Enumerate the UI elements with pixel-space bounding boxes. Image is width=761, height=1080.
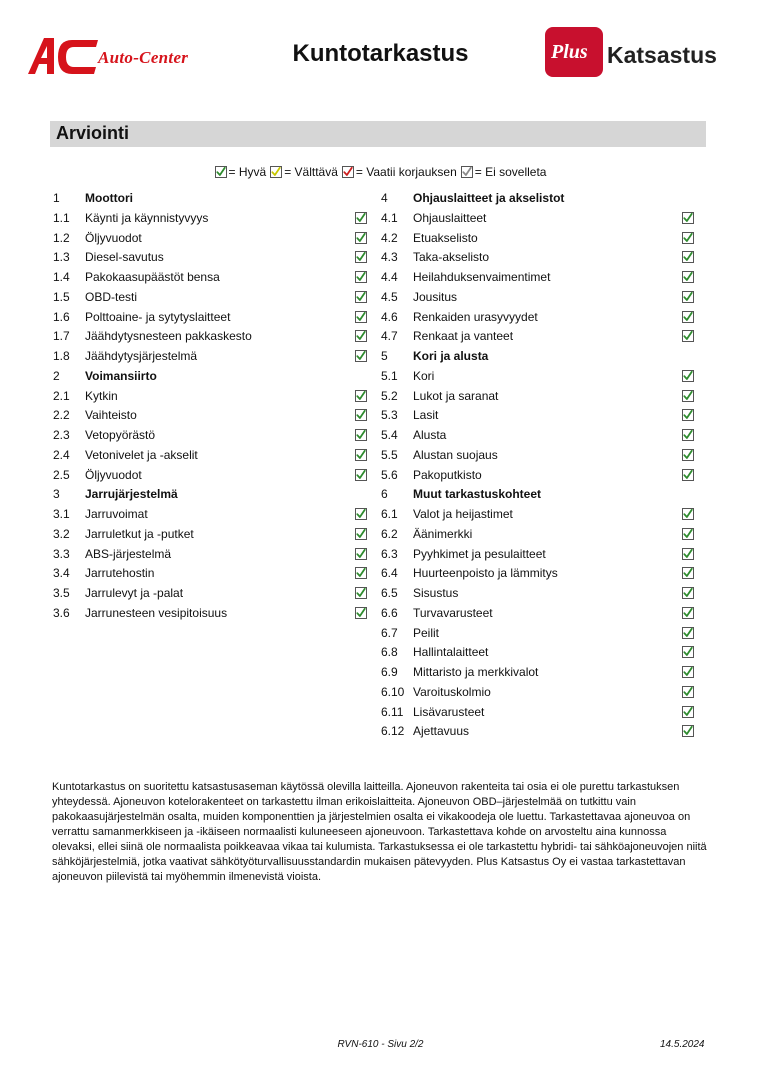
checkbox-good-icon xyxy=(682,370,694,382)
checkbox-good-icon xyxy=(355,409,367,421)
checklist-row xyxy=(53,209,371,228)
checklist-row xyxy=(381,545,697,564)
checkbox-repair-icon xyxy=(342,166,354,178)
checkbox-good-icon xyxy=(682,607,694,619)
checklist-row xyxy=(381,722,697,741)
item-label: ABS-järjestelmä xyxy=(85,547,172,561)
item-label: Vaihteisto xyxy=(85,408,137,422)
checkbox-good-icon xyxy=(355,390,367,402)
checkbox-good-icon xyxy=(355,212,367,224)
checklist-row xyxy=(381,406,697,425)
item-number: 3.1 xyxy=(53,507,70,521)
checkbox-good-icon xyxy=(682,330,694,342)
item-number: 6.8 xyxy=(381,645,398,659)
item-label: Moottori xyxy=(85,191,133,205)
checklist-row xyxy=(381,466,697,485)
checklist-row xyxy=(53,545,371,564)
checklist-row xyxy=(381,209,697,228)
checkbox-good-icon xyxy=(682,311,694,323)
checklist-group-header xyxy=(381,347,697,366)
plus-badge xyxy=(545,27,603,77)
checkbox-good-icon xyxy=(682,449,694,461)
item-number: 2.5 xyxy=(53,468,70,482)
item-number: 4.6 xyxy=(381,310,398,324)
report-date: 14.5.2024 xyxy=(660,1039,705,1050)
item-number: 6.2 xyxy=(381,527,398,541)
checkbox-good-icon xyxy=(682,390,694,402)
item-number: 1.2 xyxy=(53,231,70,245)
checklist-row xyxy=(53,604,371,623)
checklist-row xyxy=(381,663,697,682)
item-label: Sisustus xyxy=(413,586,459,600)
checkbox-good-icon xyxy=(682,271,694,283)
item-label: Jarrujärjestelmä xyxy=(85,487,178,501)
item-number: 4.2 xyxy=(381,231,398,245)
checkbox-fair-icon xyxy=(270,166,282,178)
checklist-row xyxy=(381,229,697,248)
checklist-group-header xyxy=(381,189,697,208)
item-label: Lisävarusteet xyxy=(413,705,485,719)
checklist-row xyxy=(53,327,371,346)
legend-item-repair xyxy=(342,165,457,179)
checkbox-good-icon xyxy=(682,508,694,520)
checklist-row xyxy=(381,703,697,722)
item-number: 3.3 xyxy=(53,547,70,561)
item-number: 4 xyxy=(381,191,388,205)
legend-label: = Hyvä xyxy=(228,165,267,179)
item-label: Pakoputkisto xyxy=(413,468,482,482)
item-label: Hallintalaitteet xyxy=(413,645,489,659)
item-label: OBD-testi xyxy=(85,290,138,304)
checklist-row xyxy=(381,248,697,267)
checkbox-good-icon xyxy=(682,686,694,698)
item-label: Mittaristo ja merkkivalot xyxy=(413,665,539,679)
item-label: Jäähdytysjärjestelmä xyxy=(85,349,198,363)
checkbox-good-icon xyxy=(355,330,367,342)
checklist-row xyxy=(53,308,371,327)
page-info: RVN-610 - Sivu 2/2 xyxy=(337,1039,424,1050)
item-label: Kori ja alusta xyxy=(413,349,489,363)
checkbox-good-icon xyxy=(682,469,694,481)
item-number: 5.5 xyxy=(381,448,398,462)
item-label: Varoituskolmio xyxy=(413,685,491,699)
item-number: 2 xyxy=(53,369,60,383)
item-label: Jarrulevyt ja -palat xyxy=(85,586,184,600)
item-number: 2.3 xyxy=(53,428,70,442)
item-number: 6.12 xyxy=(381,724,405,738)
item-label: Etuakselisto xyxy=(413,231,478,245)
item-number: 5.2 xyxy=(381,389,398,403)
plus-badge-text: Plus xyxy=(551,41,588,63)
checkbox-good-icon xyxy=(682,232,694,244)
item-number: 2.4 xyxy=(53,448,70,462)
checkbox-good-icon xyxy=(355,232,367,244)
checklist-group-header xyxy=(381,485,697,504)
item-label: Pyyhkimet ja pesulaitteet xyxy=(413,547,546,561)
checkbox-good-icon xyxy=(355,449,367,461)
item-label: Polttoaine- ja sytytyslaitteet xyxy=(85,310,231,324)
checklist-group-header xyxy=(53,189,371,208)
checklist-row xyxy=(381,624,697,643)
item-number: 5 xyxy=(381,349,388,363)
checkbox-good-icon xyxy=(682,251,694,263)
item-number: 6.7 xyxy=(381,626,398,640)
legend-label: = Vaatii korjauksen xyxy=(355,165,457,179)
item-number: 4.3 xyxy=(381,250,398,264)
item-label: Pakokaasupäästöt bensa xyxy=(85,270,220,284)
checklist-row xyxy=(381,505,697,524)
item-label: Vetonivelet ja -akselit xyxy=(85,448,198,462)
section-header xyxy=(50,121,706,147)
checklist-row xyxy=(53,387,371,406)
item-number: 6.9 xyxy=(381,665,398,679)
checkbox-good-icon xyxy=(682,706,694,718)
checkbox-good-icon xyxy=(355,311,367,323)
checkbox-good-icon xyxy=(355,548,367,560)
checklist-row xyxy=(381,683,697,702)
checkbox-good-icon xyxy=(682,212,694,224)
item-number: 1.1 xyxy=(53,211,70,225)
item-label: Jarrutehostin xyxy=(85,566,155,580)
legend-label: = Ei sovelleta xyxy=(474,165,547,179)
item-label: Jarrunesteen vesipitoisuus xyxy=(85,606,228,620)
item-label: Alusta xyxy=(413,428,447,442)
item-number: 1.8 xyxy=(53,349,70,363)
item-number: 6.1 xyxy=(381,507,398,521)
checkbox-good-icon xyxy=(682,646,694,658)
checkbox-good-icon xyxy=(355,528,367,540)
item-label: Ajettavuus xyxy=(413,724,470,738)
checklist-group-header xyxy=(53,485,371,504)
item-number: 6.5 xyxy=(381,586,398,600)
item-number: 5.1 xyxy=(381,369,398,383)
checklist-row xyxy=(381,564,697,583)
checklist-row xyxy=(53,347,371,366)
item-label: Valot ja heijastimet xyxy=(413,507,513,521)
checklist-row xyxy=(381,387,697,406)
checklist-row xyxy=(53,406,371,425)
checklist-row xyxy=(381,367,697,386)
katsastus-logo-text: Katsastus xyxy=(607,42,717,68)
checklist-row xyxy=(53,525,371,544)
item-label: Diesel-savutus xyxy=(85,250,164,264)
checkbox-good-icon xyxy=(682,528,694,540)
item-label: Turvavarusteet xyxy=(413,606,493,620)
item-number: 6.6 xyxy=(381,606,398,620)
item-number: 5.6 xyxy=(381,468,398,482)
item-label: Taka-akselisto xyxy=(413,250,490,264)
item-number: 1.6 xyxy=(53,310,70,324)
legend-item-fair xyxy=(270,165,338,179)
item-number: 3 xyxy=(53,487,60,501)
checkbox-good-icon xyxy=(355,469,367,481)
checklist-row xyxy=(381,268,697,287)
item-label: Öljyvuodot xyxy=(85,231,142,245)
legend-item-na xyxy=(461,165,547,179)
checkbox-good-icon xyxy=(682,409,694,421)
item-label: Renkaat ja vanteet xyxy=(413,329,514,343)
item-label: Jäähdytysnesteen pakkaskesto xyxy=(85,329,252,343)
checkbox-good-icon xyxy=(682,627,694,639)
checkbox-good-icon xyxy=(215,166,227,178)
page-title: Kuntotarkastus xyxy=(292,40,469,67)
item-label: Jarruletkut ja -putket xyxy=(85,527,194,541)
item-number: 6.4 xyxy=(381,566,398,580)
checklist-row xyxy=(381,308,697,327)
checklist-row xyxy=(53,584,371,603)
item-number: 1.7 xyxy=(53,329,70,343)
checkbox-good-icon xyxy=(682,725,694,737)
plus-katsastus-logo xyxy=(545,27,735,82)
checklist-row xyxy=(381,327,697,346)
checklist-row xyxy=(53,505,371,524)
item-label: Kytkin xyxy=(85,389,118,403)
section-title: Arviointi xyxy=(56,123,130,143)
item-number: 2.1 xyxy=(53,389,70,403)
item-label: Muut tarkastuskohteet xyxy=(413,487,542,501)
legend-item-good xyxy=(215,165,267,179)
status-legend xyxy=(0,165,761,179)
item-number: 1.5 xyxy=(53,290,70,304)
item-number: 5.4 xyxy=(381,428,398,442)
checkbox-good-icon xyxy=(355,429,367,441)
item-label: Öljyvuodot xyxy=(85,468,142,482)
auto-center-logo-text: Auto-Center xyxy=(98,48,189,67)
checkbox-good-icon xyxy=(682,666,694,678)
item-label: Alustan suojaus xyxy=(413,448,498,462)
checklist-row xyxy=(53,564,371,583)
checklist-row xyxy=(53,248,371,267)
checklist-row xyxy=(53,268,371,287)
item-number: 3.2 xyxy=(53,527,70,541)
item-label: Lasit xyxy=(413,408,439,422)
item-label: Ohjauslaitteet ja akselistot xyxy=(413,191,565,205)
item-label: Käynti ja käynnistyvyys xyxy=(85,211,209,225)
checklist-row xyxy=(381,288,697,307)
checkbox-good-icon xyxy=(355,350,367,362)
checkbox-na-icon xyxy=(461,166,473,178)
item-number: 5.3 xyxy=(381,408,398,422)
item-label: Peilit xyxy=(413,626,440,640)
checklist-row xyxy=(53,229,371,248)
item-number: 4.4 xyxy=(381,270,398,284)
item-number: 3.4 xyxy=(53,566,70,580)
item-number: 4.1 xyxy=(381,211,398,225)
item-label: Voimansiirto xyxy=(85,369,157,383)
item-number: 4.5 xyxy=(381,290,398,304)
item-number: 4.7 xyxy=(381,329,398,343)
item-number: 6 xyxy=(381,487,388,501)
item-label: Äänimerkki xyxy=(413,527,473,541)
checklist-row xyxy=(53,446,371,465)
checklist-left-column xyxy=(53,189,371,629)
item-label: Ohjauslaitteet xyxy=(413,211,487,225)
item-number: 1.4 xyxy=(53,270,70,284)
item-number: 1.3 xyxy=(53,250,70,264)
item-number: 6.3 xyxy=(381,547,398,561)
item-label: Renkaiden urasyvyydet xyxy=(413,310,538,324)
checkbox-good-icon xyxy=(355,291,367,303)
checklist-group-header xyxy=(53,367,371,386)
checklist-row xyxy=(53,426,371,445)
checklist-row xyxy=(381,643,697,662)
checklist-row xyxy=(381,426,697,445)
checklist-row xyxy=(381,525,697,544)
item-label: Jousitus xyxy=(413,290,458,304)
checklist-row xyxy=(53,288,371,307)
checkbox-good-icon xyxy=(682,429,694,441)
item-label: Jarruvoimat xyxy=(85,507,148,521)
item-label: Vetopyörästö xyxy=(85,428,156,442)
item-label: Huurteenpoisto ja lämmitys xyxy=(413,566,558,580)
checklist-row xyxy=(381,446,697,465)
item-number: 1 xyxy=(53,191,60,205)
item-number: 6.10 xyxy=(381,685,405,699)
checkbox-good-icon xyxy=(355,508,367,520)
disclaimer-text: Kuntotarkastus on suoritettu katsastusaseman käytössä olevilla laitteilla. Ajoneuvon rakenteita tai osia ei ole purettu tarkastuksen yhteydessä. Ajoneuvon kotelorakenteet on tarkastettu ilman erikoislaitteita. Ajoneuvon OBD–järjestelmää on tutkittu vain pakokaasujärjestelmän osalta, muiden komponenttien ja järjestelmien osalta ei vikakoodeja ole luettu. Tarkastettavaa ajoneuvoa on verrattu samanmerkkiseen ja -ikäiseen normaalisti kuluneeseen ajoneuvoon. Tarkastettava kohde on arvosteltu aina kunnossa olevaksi, ellei siinä ole normaalista poikkeavaa vikaa tai kulumista. Tarkastuksessa ei ole tarkastettu hybridi- tai sähköajoneuvojen niitä sähköjärjestelmiä, jotka vaativat sähkötyöturvallisuusstandardin mukaisen pätevyyden. Plus Katsastus Oy ei vastaa tarkastettavan ajoneuvon piilevistä tai myöhemmin ilmenevistä vioista. xyxy=(52,781,707,883)
checklist-row xyxy=(381,604,697,623)
checkbox-good-icon xyxy=(682,548,694,560)
item-number: 3.6 xyxy=(53,606,70,620)
checkbox-good-icon xyxy=(682,291,694,303)
item-number: 6.11 xyxy=(381,705,404,719)
item-label: Kori xyxy=(413,369,435,383)
checklist-row xyxy=(381,584,697,603)
item-label: Lukot ja saranat xyxy=(413,389,499,403)
checkbox-good-icon xyxy=(355,251,367,263)
checklist-row xyxy=(53,466,371,485)
checkbox-good-icon xyxy=(355,271,367,283)
checkbox-good-icon xyxy=(355,567,367,579)
checklist-right-column xyxy=(381,189,697,744)
item-number: 2.2 xyxy=(53,408,70,422)
checkbox-good-icon xyxy=(355,607,367,619)
item-number: 3.5 xyxy=(53,586,70,600)
checkbox-good-icon xyxy=(682,567,694,579)
item-label: Heilahduksenvaimentimet xyxy=(413,270,551,284)
checkbox-good-icon xyxy=(682,587,694,599)
checkbox-good-icon xyxy=(355,587,367,599)
legend-label: = Välttävä xyxy=(284,165,338,179)
